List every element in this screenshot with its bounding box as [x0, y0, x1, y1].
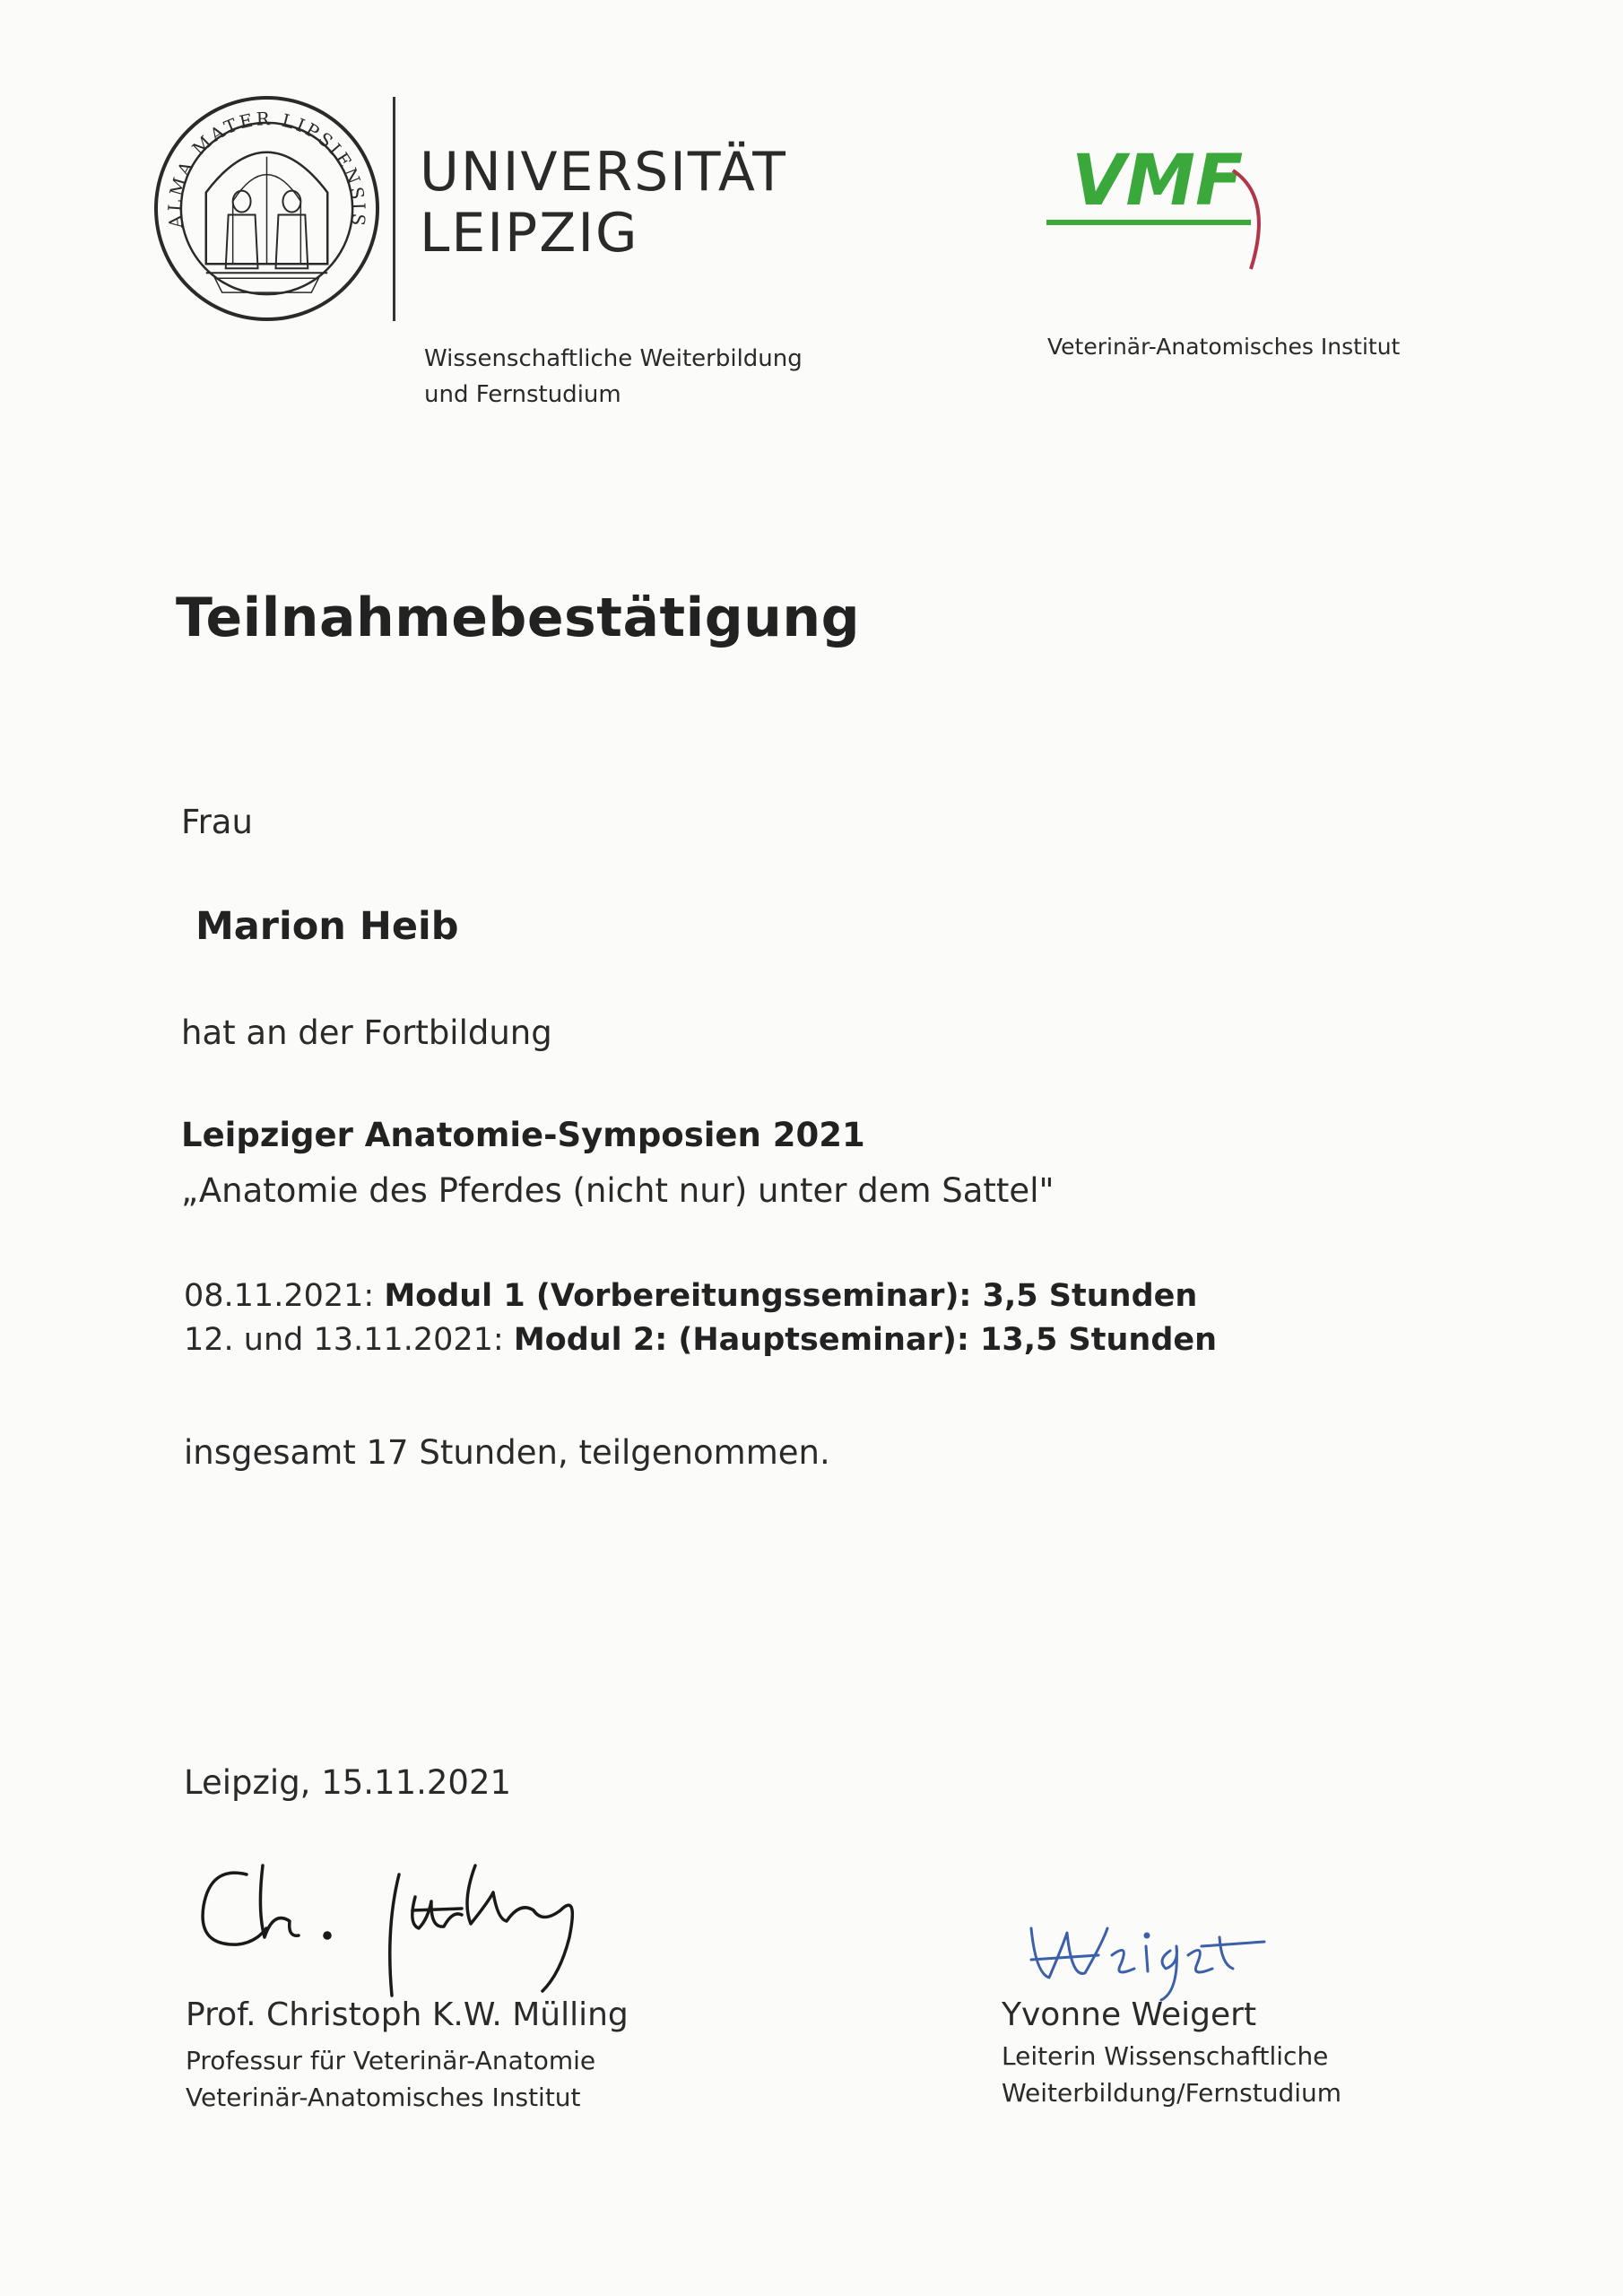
- seal-text: ALMA MATER LIPSIENSIS: [164, 109, 369, 230]
- vmf-logo: [1036, 144, 1278, 278]
- module-description: Modul 1 (Vorbereitungsseminar): 3,5 Stunden: [384, 1278, 1198, 1314]
- total-hours: insgesamt 17 Stunden, teilgenommen.: [184, 1433, 830, 1472]
- course-title: Leipziger Anatomie-Symposien 2021: [181, 1116, 865, 1154]
- university-name: [420, 142, 787, 264]
- document-title: Teilnahmebestätigung: [176, 587, 861, 649]
- header-divider: [393, 97, 395, 321]
- university-name-line-2: LEIPZIG: [420, 202, 639, 265]
- signer-name: Prof. Christoph K.W. Mülling: [186, 1996, 629, 2033]
- signer-role: Leiterin Wissenschaftliche: [1002, 2041, 1329, 2071]
- signer-role: Professur für Veterinär-Anatomie: [186, 2046, 596, 2075]
- signer-name: Yvonne Weigert: [1002, 1996, 1257, 2033]
- salutation: Frau: [181, 803, 253, 841]
- module-line: [184, 1278, 1197, 1314]
- department-line-2: und Fernstudium: [424, 381, 621, 408]
- module-line: [184, 1322, 1217, 1358]
- place-date: Leipzig, 15.11.2021: [184, 1763, 512, 1802]
- signer-institute: Veterinär-Anatomisches Institut: [186, 2083, 581, 2112]
- signature-weigert: [1013, 1892, 1273, 2009]
- signature-muelling: [184, 1839, 668, 2018]
- participant-name: Marion Heib: [195, 904, 459, 949]
- module-date: 08.11.2021:: [184, 1278, 375, 1314]
- module-description: Modul 2: (Hauptseminar): 13,5 Stunden: [513, 1322, 1218, 1358]
- university-department: [424, 341, 803, 413]
- course-subtitle: „Anatomie des Pferdes (nicht nur) unter dem Sattel": [181, 1171, 1055, 1210]
- university-seal-logo: [152, 94, 381, 323]
- department-line-1: Wissenschaftliche Weiterbildung: [424, 345, 803, 372]
- intro-text: hat an der Fortbildung: [181, 1013, 552, 1052]
- vmf-logo-text: VMF: [1072, 144, 1244, 222]
- university-name-line-1: UNIVERSITÄT: [420, 141, 787, 204]
- signer-department: Weiterbildung/Fernstudium: [1002, 2078, 1342, 2108]
- module-date: 12. und 13.11.2021:: [184, 1322, 504, 1358]
- vmf-institute-name: Veterinär-Anatomisches Institut: [1047, 334, 1401, 360]
